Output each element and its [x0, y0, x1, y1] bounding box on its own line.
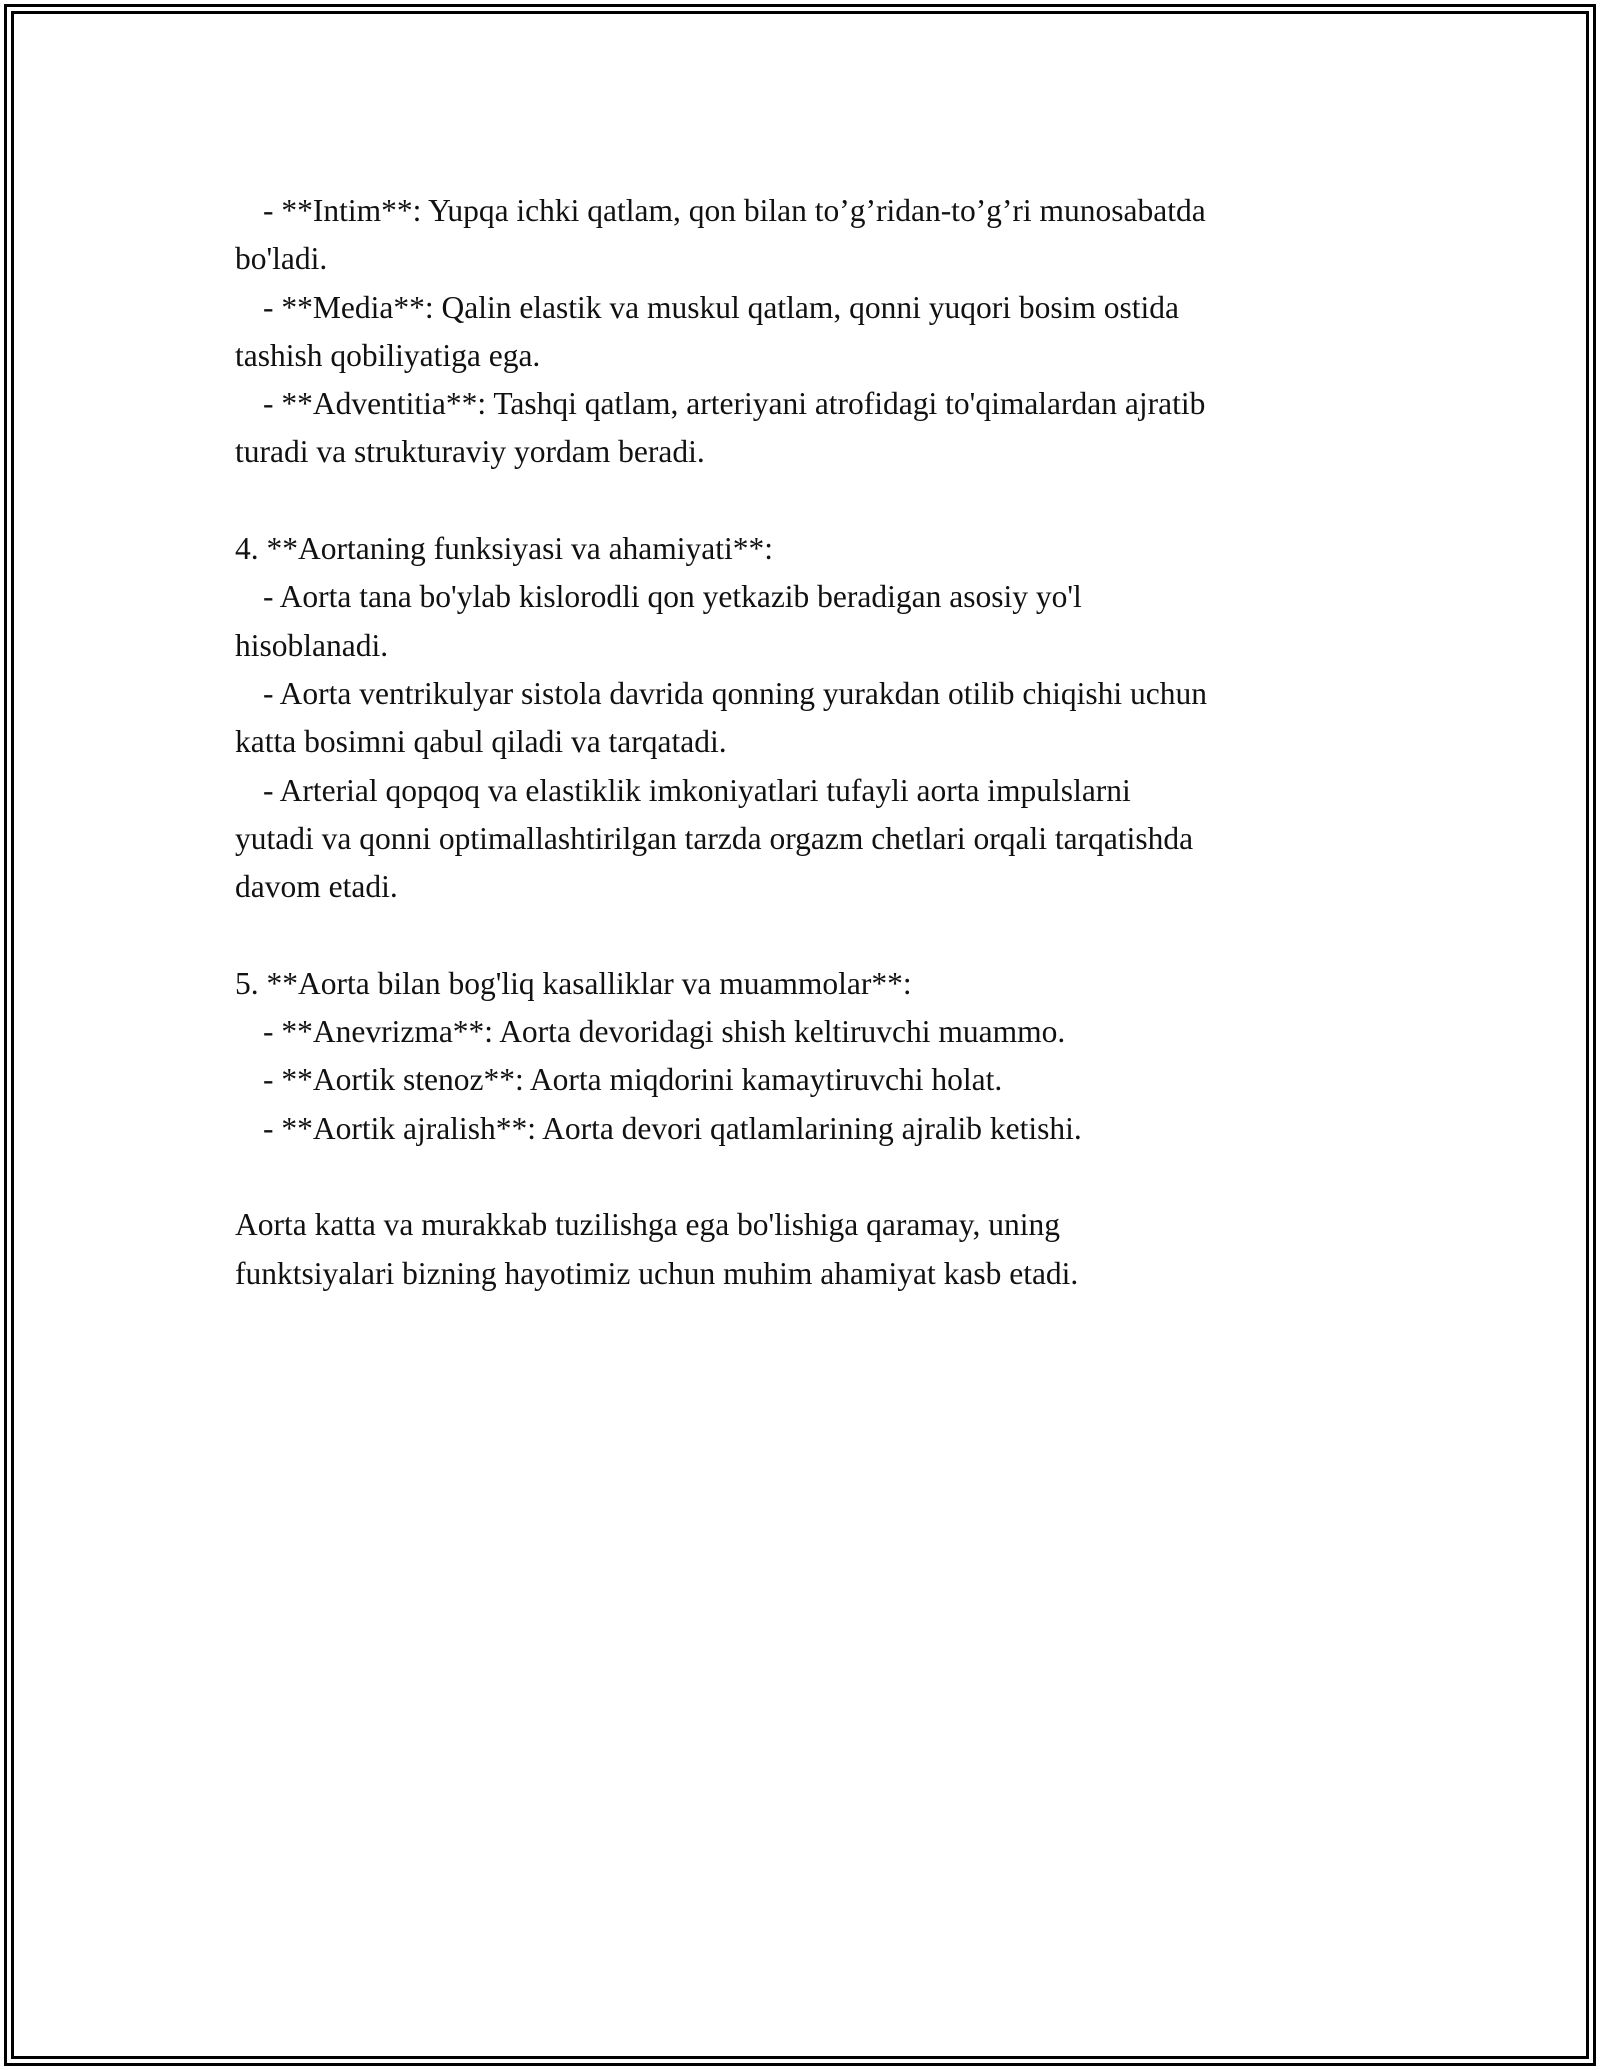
text-line: tashish qobiliyatiga ega. [235, 337, 541, 373]
text-line: bo'ladi. [235, 241, 328, 277]
text-line: davom etadi. [235, 869, 398, 905]
text-line: - Arterial qopqoq va elastiklik imkoniyatlari tufayli aorta impulslarni [263, 772, 1131, 808]
text-line: - Aorta tana bo'ylab kislorodli qon yetkazib beradigan asosiy yo'l [263, 579, 1082, 615]
document-body [235, 187, 1375, 1298]
text-line: Aorta katta va murakkab tuzilishga ega bo'lishiga qaramay, uning [235, 1207, 1060, 1243]
text-line: - **Adventitia**: Tashqi qatlam, arteriyani atrofidagi to'qimalardan ajratib [263, 386, 1206, 422]
paragraph-gap [235, 911, 1375, 959]
text-line: - **Aortik ajralish**: Aorta devori qatlamlarining ajralib ketishi. [263, 1110, 1082, 1146]
text-line: yutadi va qonni optimallashtirilgan tarzda orgazm chetlari orqali tarqatishda [235, 820, 1194, 856]
paragraph-gap [235, 1153, 1375, 1201]
section-heading: 5. **Aorta bilan bog'liq kasalliklar va muammolar**: [235, 965, 912, 1001]
text-line: funktsiyalari bizning hayotimiz uchun muhim ahamiyat kasb etadi. [235, 1255, 1079, 1291]
text-line: hisoblanadi. [235, 627, 389, 663]
text-line: - **Intim**: Yupqa ichki qatlam, qon bilan to’g’ridan-to’g’ri munosabatda [263, 193, 1206, 228]
text-line: katta bosimni qabul qiladi va tarqatadi. [235, 724, 727, 760]
text-line: - **Media**: Qalin elastik va muskul qatlam, qonni yuqori bosim ostida [263, 289, 1180, 325]
text-line: - **Aortik stenoz**: Aorta miqdorini kamaytiruvchi holat. [263, 1062, 1003, 1098]
paragraph-gap [235, 477, 1375, 525]
section-heading: 4. **Aortaning funksiyasi va ahamiyati**: [235, 531, 774, 567]
text-line: - Aorta ventrikulyar sistola davrida qonning yurakdan otilib chiqishi uchun [263, 675, 1207, 711]
text-line: turadi va strukturaviy yordam beradi. [235, 434, 705, 470]
text-line: - **Anevrizma**: Aorta devoridagi shish keltiruvchi muammo. [263, 1014, 1066, 1050]
